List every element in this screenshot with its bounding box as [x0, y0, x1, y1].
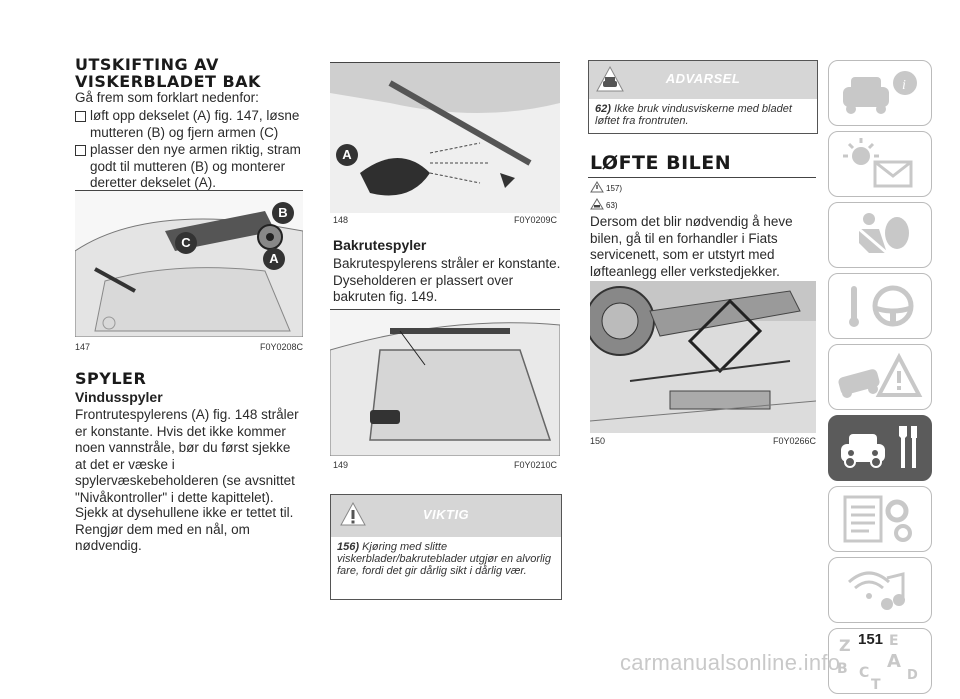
warning-lights-icon — [829, 132, 931, 196]
bullet-item — [75, 108, 303, 141]
chapter-sidebar — [828, 60, 932, 699]
index-letter: D — [907, 668, 918, 683]
callout-a: A — [263, 248, 285, 270]
warning-triangle-icon — [590, 181, 604, 193]
notice-ref: 156) — [337, 541, 360, 553]
index-letter: C — [859, 665, 870, 681]
tab-emergency[interactable] — [828, 344, 932, 410]
notice-box-advarsel — [588, 60, 818, 134]
figure-149-caption — [333, 460, 557, 470]
bullet-box-icon — [75, 111, 86, 122]
index-letter: B — [837, 661, 848, 677]
figure-147-caption — [75, 342, 303, 352]
figure-148-image — [330, 63, 560, 213]
tab-safety[interactable] — [828, 202, 932, 268]
notice-title: VIKTIG — [422, 507, 470, 522]
notice-box-viktig — [330, 494, 562, 600]
index-letter: A — [887, 651, 901, 672]
tab-warning-lights[interactable] — [828, 131, 932, 197]
callout-c: C — [175, 232, 197, 254]
notice-title: ADVARSEL — [665, 71, 741, 86]
bullet-item — [75, 142, 303, 192]
safety-airbag-icon — [829, 203, 931, 267]
figure-code: F0Y0208C — [259, 342, 303, 352]
notice-header — [589, 61, 817, 99]
bullet-box-icon — [75, 145, 86, 156]
figure-150-image — [590, 281, 816, 433]
notice-ref: 62) — [595, 103, 611, 115]
tab-car-info[interactable] — [828, 60, 932, 126]
figure-number: 149 — [333, 460, 349, 470]
figure-number: 148 — [333, 215, 349, 225]
figure-number: 147 — [75, 342, 91, 352]
subheading-vindusspyler: Vindusspyler — [75, 389, 163, 405]
paragraph: Bakrutespylerens stråler er konstante. Dyseholderen er plassert over bakruten fig. 149. — [333, 256, 561, 304]
car-jack-illustration — [590, 281, 816, 433]
callout-a: A — [336, 144, 358, 166]
car-warning-small-icon — [590, 198, 604, 210]
tab-maintenance[interactable] — [828, 415, 932, 481]
notice-text: Kjøring med slitte viskerblader/bakruteblader utgjør en alvorlig fare, fordi det gir dårlig sikt i dårlig vær. — [337, 541, 551, 577]
reference-number: 63) — [606, 201, 618, 210]
reference-number: 157) — [606, 184, 623, 193]
notice-body — [589, 99, 817, 131]
index-letter: Z — [839, 636, 851, 655]
washer-nozzle-illustration — [330, 63, 560, 213]
tab-starting-driving[interactable] — [828, 273, 932, 339]
watermark: carmanualsonline.info — [620, 650, 841, 675]
paragraph: Dersom det blir nødvendig å heve bilen, gå til en forhandler i Fiats servicenett, som er utstyrt med løfteanlegg eller verkstedjekker. — [590, 214, 793, 279]
steering-key-icon — [829, 274, 931, 338]
page-number: 151 — [858, 631, 884, 648]
callout-b: B — [272, 202, 294, 224]
figure-149-image — [330, 310, 560, 456]
reference-row — [590, 181, 622, 193]
figure-148-caption — [333, 215, 557, 225]
paragraph: Frontrutespylerens (A) fig. 148 stråler er konstante. Hvis det ikke kommer noen vannstråle, bør du først sjekke at det er væske i spylervæskebeholderen (se avsnittet "Nivåkontroller" i dette kapittelet). — [75, 407, 299, 505]
figure-147-image — [75, 191, 303, 337]
figure-number: 150 — [590, 436, 606, 446]
section-heading-spyler: SPYLER — [75, 369, 147, 388]
heading-rule — [588, 177, 816, 178]
multimedia-icon — [829, 558, 931, 622]
tab-multimedia[interactable] — [828, 557, 932, 623]
notice-body — [331, 537, 561, 581]
car-info-icon — [829, 61, 931, 125]
index-letter: E — [889, 633, 899, 649]
intro-text: Gå frem som forklart nedenfor: — [75, 90, 259, 105]
reference-row — [590, 198, 618, 210]
figure-150-caption — [590, 436, 816, 446]
figure-code: F0Y0209C — [513, 215, 557, 225]
svg-text:i: i — [902, 78, 906, 93]
maintenance-icon — [829, 416, 931, 480]
section-heading-wiper: UTSKIFTING AV VISKERBLADET BAK — [75, 55, 261, 91]
paragraph: Sjekk at dysehullene ikke er tettet til. Rengjør dem med en nål, om nødvendig. — [75, 505, 294, 553]
section-heading-lofte: LØFTE BILEN — [590, 152, 732, 174]
index-letter: T — [871, 677, 881, 693]
emergency-icon — [829, 345, 931, 409]
subheading-bakrutespyler: Bakrutespyler — [333, 237, 427, 253]
bullet-text: løft opp dekselet (A) fig. 147, løsne mutteren (B) og fjern armen (C) — [90, 108, 300, 140]
figure-code: F0Y0266C — [772, 436, 816, 446]
technical-data-icon — [829, 487, 931, 551]
rear-window-illustration — [330, 310, 560, 456]
bullet-text: plasser den nye armen riktig, stram godt til mutteren (B) og monterer deretter dekselet (A). — [90, 142, 301, 190]
notice-header — [331, 495, 561, 537]
figure-code: F0Y0210C — [513, 460, 557, 470]
tab-technical-data[interactable] — [828, 486, 932, 552]
notice-text: Ikke bruk vindusviskerne med bladet løftet fra frontruten. — [595, 103, 792, 127]
